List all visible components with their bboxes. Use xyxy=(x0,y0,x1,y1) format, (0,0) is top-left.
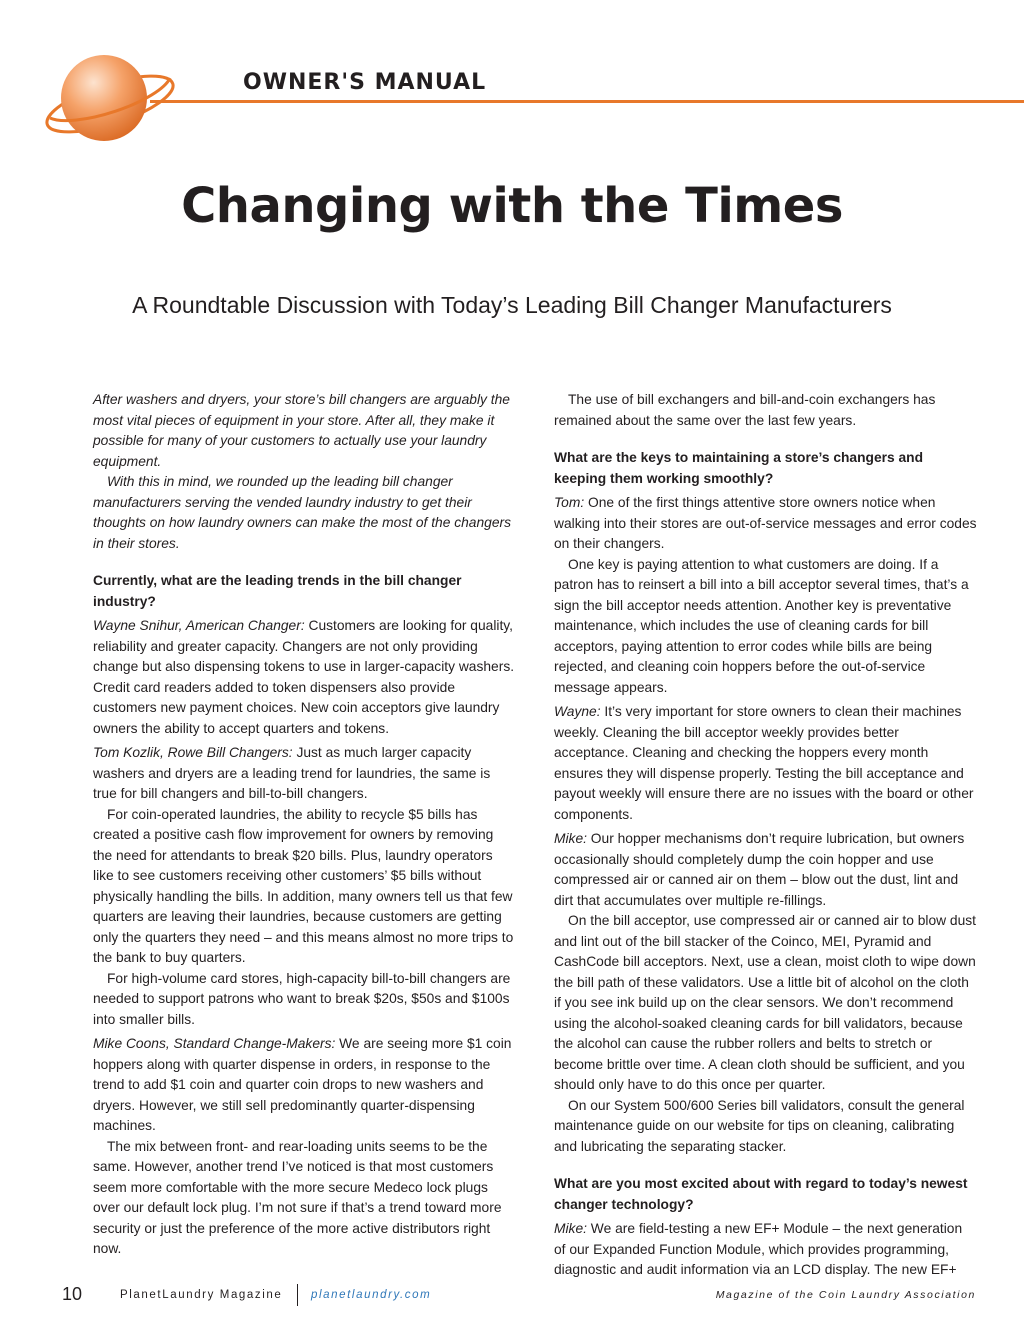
speaker-name: Mike Coons, Standard Change-Makers: xyxy=(93,1036,336,1051)
body-paragraph: On our System 500/600 Series bill validators, consult the general maintenance guide on our website for tips on cleaning, calibrating and lubricating the separating stacker. xyxy=(554,1097,965,1154)
speaker-name: Tom: xyxy=(554,495,585,510)
body-paragraph: The use of bill exchangers and bill-and-coin exchangers has remained about the same over the last few years. xyxy=(554,392,936,428)
body-paragraph: For coin-operated laundries, the ability to recycle $5 bills has created a positive cash flow improvement for owners by removing the need for attendants to break $20 bills. Plus, laundry operators like to see customers receiving other customers’ $5 bills without physically handling the bills. In addition, many owners tell us that few quarters are leaving their laundries, because customers are getting only the quarters they need – and this means almost no more trips to the bank to buy quarters. xyxy=(93,806,514,965)
body-paragraph: On the bill acceptor, use compressed air or canned air to blow dust and lint out of the bill stacker of the Coinco, MEI, Pyramid and CashCode bill acceptors. Next, use a clean, moist cloth to wipe down the bill path of these validators. Use a little bit of alcohol on the cloth if you see ink build up on the clear sensors. We don’t recommend using the alcohol-soaked cleaning cards for bill validators, because the alcohol can cause the rubber rollers and belts to stretch or become brittle over time. A clean cloth should be sufficient, and you should only have to do this once per quarter. xyxy=(554,913,976,1092)
answer-paragraph xyxy=(93,1034,516,1137)
answer-text: Our hopper mechanisms don’t require lubrication, but owners occasionally should completely dump the coin hopper and use compressed air or canned air on them – blow out the dust, lint and dirt that accumulates over multiple re-fillings. xyxy=(554,831,965,908)
answer-text: Just as much larger capacity washers and dryers are a leading trend for laundries, the same is true for bill changers and bill-to-bill changers. xyxy=(93,745,491,801)
answer-paragraph xyxy=(554,1219,977,1281)
intro-paragraph: After washers and dryers, your store’s bill changers are arguably the most vital pieces of equipment in your store. After all, they make it possible for many of your customers to actually use your laundry equipment. xyxy=(93,392,510,469)
website-link[interactable]: planetlaundry.com xyxy=(311,1289,432,1301)
answer-text: We are field-testing a new EF+ Module – the next generation of our Expanded Function Module, which provides programming, diagnostic and audit information via an LCD display. The new EF+ xyxy=(554,1221,963,1277)
header-rule xyxy=(150,100,1024,103)
association-tagline: Magazine of the Coin Laundry Association xyxy=(715,1289,976,1301)
magazine-name: PlanetLaundry Magazine xyxy=(120,1289,283,1301)
speaker-name: Wayne: xyxy=(554,704,601,719)
intro-paragraph: With this in mind, we rounded up the leading bill changer manufacturers serving the vended laundry industry to get their thoughts on how laundry owners can make the most of the changers in their stores. xyxy=(93,474,511,551)
body-paragraph: One key is paying attention to what customers are doing. If a patron has to reinsert a bill into a bill acceptor several times, that’s a sign the bill acceptor needs attention. Another key is preventative maintenance, which includes the use of cleaning cards for bill acceptors, paying attention to error codes while bills are being rejected, and cleaning coin hoppers before the out-of-service message appears. xyxy=(554,556,969,695)
left-column xyxy=(93,390,516,1260)
footer-divider xyxy=(297,1284,298,1306)
answer-paragraph xyxy=(554,702,977,825)
question-heading: Currently, what are the leading trends in the bill changer industry? xyxy=(93,573,462,609)
answer-text: One of the first things attentive store owners notice when walking into their stores are out-of-service messages and error codes on their changers. xyxy=(554,495,977,551)
answer-text: It’s very important for store owners to clean their machines weekly. Cleaning the bill acceptor weekly provides better acceptance. Cleaning and checking the hoppers every month ensures they will dispense properly. Testing the bill acceptance and payout weekly will ensure there are no issues with the board or other components. xyxy=(554,704,974,822)
speaker-name: Mike: xyxy=(554,1221,587,1236)
section-label: OWNER'S MANUAL xyxy=(243,70,487,95)
question-heading: What are the keys to maintaining a store’s changers and keeping them working smoothly? xyxy=(554,450,924,486)
speaker-name: Mike: xyxy=(554,831,587,846)
answer-text: We are seeing more $1 coin hoppers along with quarter dispense in orders, in response to the trend to add $1 coin and quarter coin drops to new washers and dryers. However, we still sell predominantly quarter-dispensing machines. xyxy=(93,1036,512,1133)
body-paragraph: The mix between front- and rear-loading units seems to be the same. However, another trend I’ve noticed is that most customers seem more comfortable with the more secure Medeco lock plugs over our default lock plug. I’m not sure if that’s a trend toward more security or just the preference of the more active distributors right now. xyxy=(93,1138,502,1256)
page-footer xyxy=(0,1280,1024,1310)
question-heading: What are you most excited about with regard to today’s newest changer technology? xyxy=(554,1176,968,1212)
speaker-name: Tom Kozlik, Rowe Bill Changers: xyxy=(93,745,293,760)
answer-paragraph xyxy=(93,616,516,739)
answer-paragraph xyxy=(554,829,977,911)
right-column xyxy=(554,390,977,1281)
speaker-name: Wayne Snihur, American Changer: xyxy=(93,618,305,633)
answer-text: Customers are looking for quality, reliability and greater capacity. Changers are not only providing change but also dispensing tokens to use in larger-capacity washers. Credit card readers added to token dispensers also provide customers new payment choices. New coin acceptors give laundry owners the ability to accept quarters and tokens. xyxy=(93,618,515,736)
answer-paragraph xyxy=(93,743,516,805)
answer-paragraph xyxy=(554,493,977,555)
page-subtitle: A Roundtable Discussion with Today’s Leading Bill Changer Manufacturers xyxy=(132,292,892,318)
page-title: Changing with the Times xyxy=(181,178,843,234)
page-number: 10 xyxy=(62,1284,83,1304)
body-paragraph: For high-volume card stores, high-capacity bill-to-bill changers are needed to support patrons who want to break $20s, $50s and $100s into smaller bills. xyxy=(93,970,511,1027)
